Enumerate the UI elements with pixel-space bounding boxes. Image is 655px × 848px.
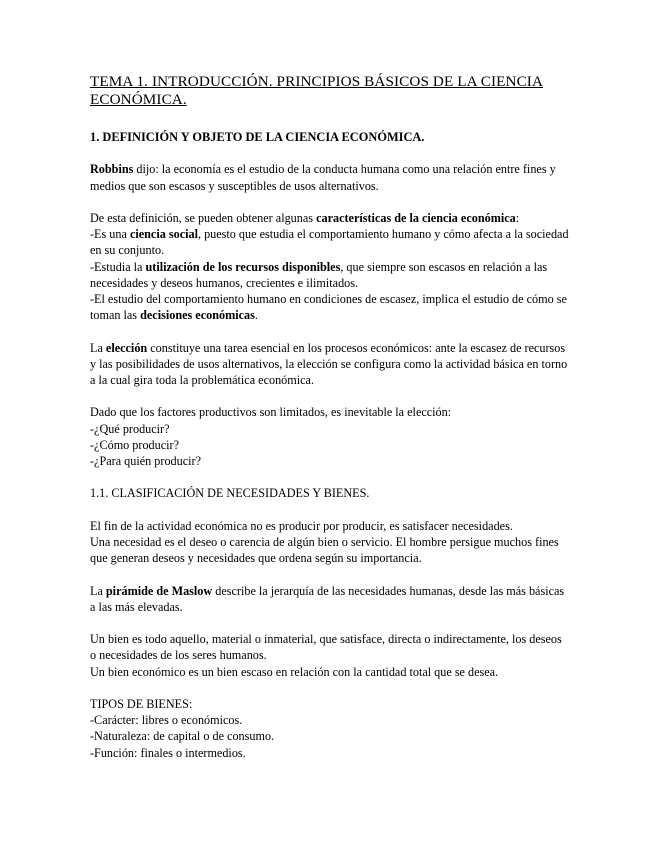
type-naturaleza: -Naturaleza: de capital o de consumo. <box>90 729 275 744</box>
characteristics-bold: características de la ciencia económica <box>316 210 516 225</box>
type-funcion: -Función: finales o intermedios. <box>90 745 246 760</box>
item1-prefix: -Es una <box>90 227 130 242</box>
paragraph-eleccion <box>90 340 570 389</box>
type-caracter: -Carácter: libres o económicos. <box>90 713 243 728</box>
document-title: TEMA 1. INTRODUCCIÓN. PRINCIPIOS BÁSICOS DE LA CIENCIA ECONÓMICA. <box>90 73 544 108</box>
list-item-decisiones <box>90 291 570 323</box>
item3-suffix: . <box>254 308 258 323</box>
section-heading-clasificacion: 1.1. CLASIFICACIÓN DE NECESIDADES Y BIENES. <box>90 486 370 501</box>
item3-bold: decisiones económicas <box>140 308 255 323</box>
question-quien: -¿Para quién producir? <box>90 454 201 468</box>
item2-prefix: -Estudia la <box>90 259 146 274</box>
document-content <box>90 73 570 761</box>
paragraph-maslow <box>90 583 570 615</box>
paragraph-characteristics-intro <box>90 210 570 226</box>
paragraph-bien: Un bien es todo aquello, material o inmaterial, que satisface, directa o indirectamente, los deseos o necesidades de los seres humanos. <box>90 632 562 663</box>
list-item-recursos <box>90 259 570 291</box>
item2-suffix: , que siempre son escasos en relación a las necesidades y deseos humanos, crecientes e ilimitados. <box>90 259 548 290</box>
question-como: -¿Cómo producir? <box>90 437 180 452</box>
choice-suffix: constituye una tarea esencial en los procesos económicos: ante la escasez de recursos y las posibilidades de usos alternativos, la elección se configura como la actividad básica en torno a la cual gira toda la problemática económica. <box>90 340 568 387</box>
item2-bold: utilización de los recursos disponibles <box>145 259 341 274</box>
paragraph-fin-actividad: El fin de la actividad económica no es producir por producir, es satisfacer necesidades. <box>90 518 513 533</box>
maslow-prefix: La <box>90 583 106 598</box>
item3-prefix: -El estudio del comportamiento humano en condiciones de escasez, implica el estudio de cómo se toman las <box>90 292 567 323</box>
paragraph-bien-economico: Un bien económico es un bien escaso en relación con la cantidad total que se desea. <box>90 664 499 679</box>
maslow-bold: pirámide de Maslow <box>105 583 213 598</box>
list-item-ciencia-social <box>90 226 570 258</box>
paragraph-necesidad: Una necesidad es el deseo o carencia de algún bien o servicio. El hombre persigue muchos fines que generan deseos y necesidades que ordena según su importancia. <box>90 534 559 566</box>
robbins-name: Robbins <box>90 162 134 177</box>
characteristics-intro-text: De esta definición, se pueden obtener algunas <box>90 210 317 225</box>
robbins-definition: dijo: la economía es el estudio de la conducta humana como una relación entre fines y medios que son escasos y susceptibles de usos alternativos. <box>90 162 556 193</box>
item1-suffix: , puesto que estudia el comportamiento humano y cómo afecta a la sociedad en su conjunto. <box>90 227 569 258</box>
question-que: -¿Qué producir? <box>90 421 170 436</box>
item1-bold: ciencia social <box>129 227 198 242</box>
characteristics-colon: : <box>515 210 520 225</box>
maslow-suffix: describe la jerarquía de las necesidades humanas, desde las más básicas a las más elevadas. <box>90 583 565 614</box>
paragraph-factors: Dado que los factores productivos son limitados, es inevitable la elección: <box>90 405 452 420</box>
choice-bold: elección <box>105 340 148 355</box>
choice-prefix: La <box>90 340 106 355</box>
section-heading-definicion: 1. DEFINICIÓN Y OBJETO DE LA CIENCIA ECONÓMICA. <box>90 130 425 144</box>
paragraph-robbins <box>90 161 570 193</box>
types-heading: TIPOS DE BIENES: <box>90 696 193 711</box>
